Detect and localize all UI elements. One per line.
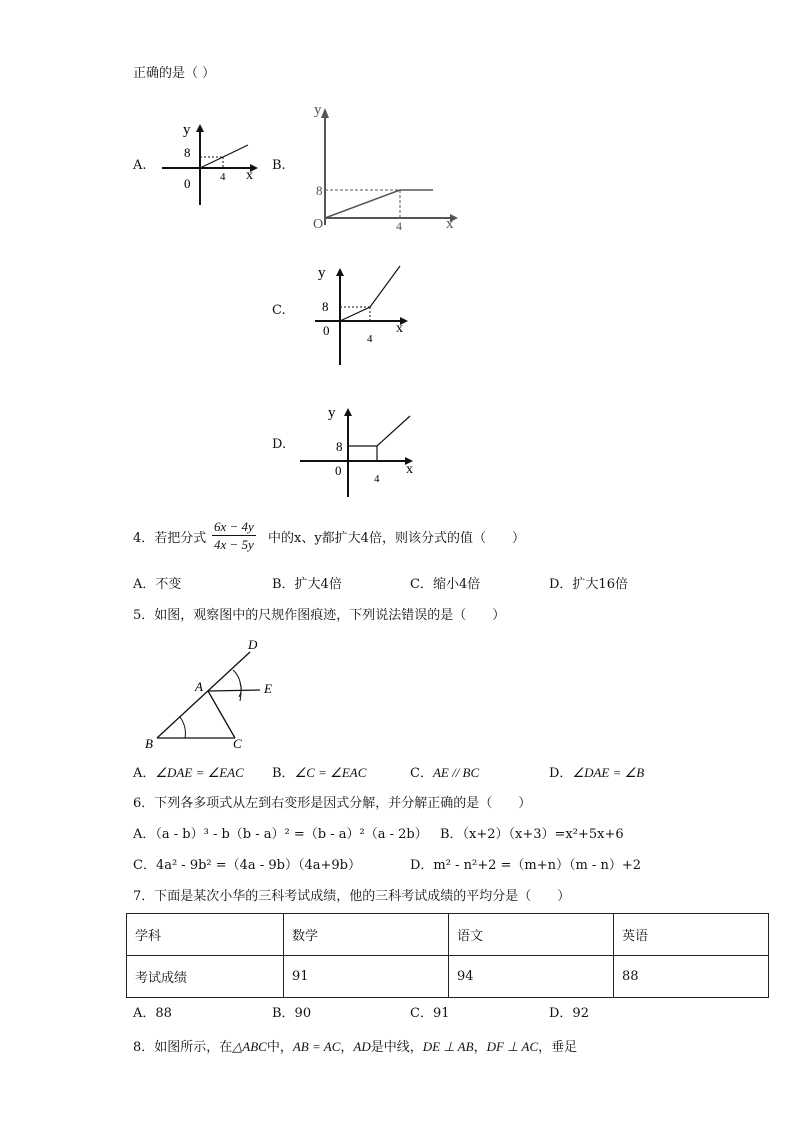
q8-sep1: ， [340, 1040, 354, 1055]
graph-option-b [300, 100, 465, 235]
y-axis-label: y [318, 265, 326, 281]
arc-at-b [180, 717, 185, 738]
y-axis-label: y [328, 405, 336, 421]
y-axis-label: y [314, 102, 322, 118]
point-a-label: A [195, 679, 203, 694]
graph-option-a [150, 120, 260, 210]
table-cell: 94 [449, 956, 614, 998]
q8-mid2: 是中线， [370, 1040, 423, 1055]
table-row [127, 956, 769, 998]
q8-df: DF ⊥ AC [486, 1039, 539, 1054]
q6-option-d[interactable]: D．m² - n²+2 =（m+n）（m - n）+2 [410, 858, 642, 873]
origin-label: O [313, 217, 324, 232]
y-axis-label: y [183, 122, 191, 138]
point-d-label: D [248, 637, 258, 652]
q8-de: DE ⊥ AB [422, 1039, 474, 1054]
q5-option-d-label: D． [549, 766, 573, 781]
q4-fraction [212, 518, 256, 553]
q8-triangle: △ABC [232, 1039, 267, 1054]
q5-option-c-label: C． [410, 766, 433, 781]
x-axis-label: x [396, 321, 403, 336]
y-axis-arrow [344, 408, 352, 416]
q7-option-b[interactable]: B．90 [272, 1006, 312, 1021]
q5-option-a[interactable] [133, 765, 244, 782]
q5-option-c[interactable] [410, 765, 479, 782]
q5-option-a-math: ∠DAE = ∠EAC [155, 765, 244, 780]
q6-option-b[interactable]: B．（x+2）（x+3）=x²+5x+6 [440, 827, 624, 842]
option-d-label[interactable]: D. [272, 437, 287, 452]
option-c-label[interactable]: C. [272, 303, 286, 318]
table-header-cell: 语文 [449, 914, 614, 956]
y-axis-arrow [321, 108, 329, 118]
q5-construction-figure [140, 635, 290, 755]
graph-option-c [300, 260, 415, 370]
segment-ac [208, 691, 235, 738]
q5-option-a-label: A． [133, 766, 156, 781]
option-b-label[interactable]: B. [272, 158, 286, 173]
table-header-row [127, 914, 769, 956]
point-e-label: E [264, 681, 272, 696]
origin-label: 0 [323, 323, 330, 338]
x-axis-label: x [446, 216, 454, 232]
ray-ae [208, 690, 260, 691]
q4-option-b[interactable]: B．扩大4倍 [272, 577, 342, 592]
x-tick-label: 4 [220, 171, 226, 183]
y-tick-label: 8 [316, 183, 323, 198]
x-tick-label: 4 [396, 219, 402, 233]
q5-option-d[interactable] [549, 765, 644, 782]
score-table [126, 913, 769, 998]
q5-option-b-math: ∠C = ∠EAC [294, 765, 367, 780]
q7-option-d[interactable]: D．92 [549, 1006, 589, 1021]
q5-option-b-label: B． [272, 766, 295, 781]
question-6-stem: 6．下列各多项式从左到右变形是因式分解，并分解正确的是（ ） [133, 796, 532, 811]
q4-denominator: 4x − 5y [214, 537, 254, 552]
x-axis-label: x [406, 462, 413, 477]
question-7-stem: 7．下面是某次小华的三科考试成绩，他的三科考试成绩的平均分是（ ） [133, 889, 571, 904]
question-3-tail: 正确的是（ ） [133, 66, 216, 81]
q6-option-c[interactable]: C．4a² - 9b² =（4a - 9b）（4a+9b） [133, 858, 361, 873]
q8-prefix: 8．如图所示，在 [133, 1040, 233, 1055]
graph-line [377, 416, 410, 446]
q8-suffix: ，垂足 [538, 1040, 578, 1055]
q5-option-b[interactable] [272, 765, 366, 782]
y-tick-label: 8 [184, 145, 191, 160]
graph-option-d [295, 400, 420, 500]
table-cell: 91 [284, 956, 449, 998]
table-cell: 88 [614, 956, 769, 998]
table-cell: 考试成绩 [127, 956, 284, 998]
q5-option-c-math: AE // BC [432, 765, 480, 780]
y-axis-arrow [196, 124, 204, 132]
y-axis-arrow [336, 268, 344, 276]
q8-eq: AB = AC [292, 1039, 341, 1054]
question-4-prefix: 4．若把分式 [133, 531, 207, 546]
y-tick-label: 8 [322, 299, 329, 314]
q7-option-a[interactable]: A．88 [133, 1006, 172, 1021]
q6-option-a[interactable]: A．（a - b）³ - b（b - a）² =（b - a）²（a - 2b） [133, 827, 428, 842]
q5-option-d-math: ∠DAE = ∠B [572, 765, 645, 780]
x-tick-label: 4 [374, 473, 380, 485]
graph-line [325, 190, 433, 218]
q8-ad: AD [353, 1039, 371, 1054]
q4-option-d[interactable]: D．扩大16倍 [549, 577, 628, 592]
y-tick-label: 8 [336, 439, 343, 454]
table-header-cell: 学科 [127, 914, 284, 956]
q4-numerator: 6x − 4y [214, 519, 254, 534]
q8-sep2: ， [473, 1040, 487, 1055]
option-a-label[interactable]: A. [133, 158, 147, 173]
q4-option-c[interactable]: C．缩小4倍 [410, 577, 481, 592]
x-axis-label: x [246, 168, 253, 183]
table-header-cell: 英语 [614, 914, 769, 956]
question-4-suffix: 中的x、y都扩大4倍，则该分式的值（ ） [268, 531, 525, 546]
point-b-label: B [145, 736, 153, 751]
ray-bad [157, 652, 250, 738]
q4-option-a[interactable]: A．不变 [133, 577, 182, 592]
point-c-label: C [233, 736, 242, 751]
origin-label: 0 [184, 176, 191, 191]
graph-line [200, 145, 248, 168]
x-tick-label: 4 [367, 333, 373, 345]
q8-mid1: 中， [266, 1040, 293, 1055]
table-header-cell: 数学 [284, 914, 449, 956]
q7-option-c[interactable]: C．91 [410, 1006, 450, 1021]
question-8-stem [133, 1039, 577, 1056]
origin-label: 0 [335, 463, 342, 478]
question-5-stem: 5．如图，观察图中的尺规作图痕迹，下列说法错误的是（ ） [133, 608, 506, 623]
